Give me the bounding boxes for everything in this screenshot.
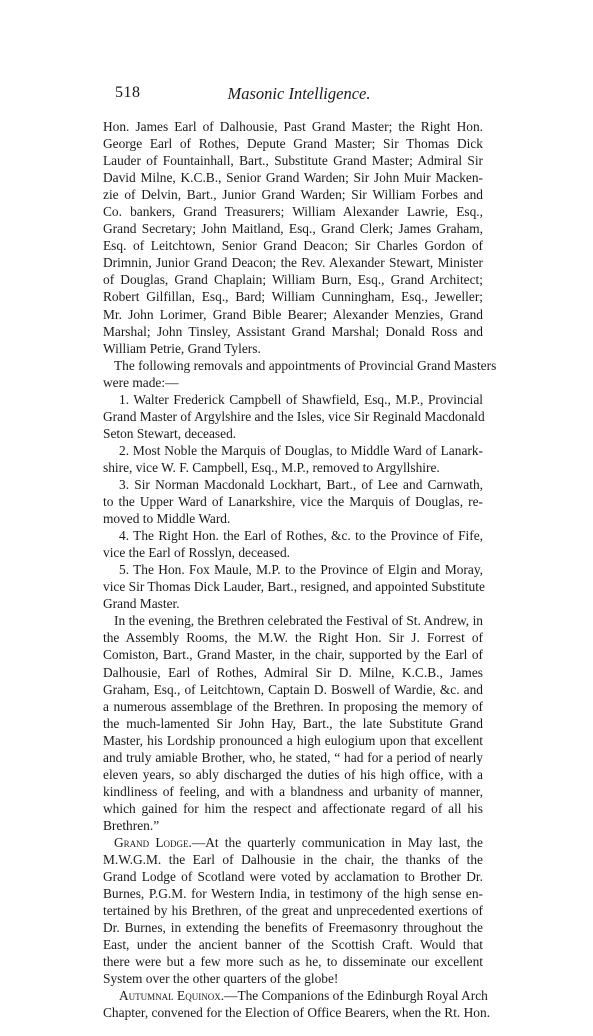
line-text: Dr. Burnes, in extending the benefits of Freemasonry throughout the (103, 920, 483, 936)
line-text: —The Companions of the Edinburgh Royal Arch (224, 988, 488, 1004)
text-line (103, 135, 483, 152)
line-text: the Assembly Rooms, the M.W. the Right Hon. Sir J. Forrest of (103, 630, 483, 646)
text-line (103, 493, 483, 510)
text-line (103, 902, 483, 919)
line-text: there were but a few more such as he, to disseminate our excellent (103, 954, 483, 970)
line-text: 1. Walter Frederick Campbell of Shawfield, Esq., M.P., Provincial (119, 391, 483, 407)
text-line (103, 544, 483, 561)
text-line (103, 561, 483, 578)
running-title: Masonic Intelligence. (227, 84, 371, 103)
line-text: East, under the ancient banner of the Scottish Craft. Would that (103, 937, 483, 953)
text-line (103, 425, 483, 442)
text-line (103, 851, 483, 868)
text-line (103, 288, 483, 305)
line-text: 5. The Hon. Fox Maule, M.P. to the Province of Elgin and Moray, (119, 562, 483, 578)
text-line (103, 817, 483, 834)
text-line (103, 766, 483, 783)
line-text: Burnes, P.G.M. for Western India, in testimony of the high sense en- (103, 886, 483, 902)
text-line (103, 459, 483, 476)
page-text (103, 118, 497, 1021)
line-text: Drimnin, Junior Grand Deacon; the Rev. Alexander Stewart, Minister (103, 255, 483, 271)
line-text: Robert Gilfillan, Esq., Bard; William Cunningham, Esq., Jeweller; (103, 289, 483, 305)
text-line (103, 629, 483, 646)
text-line (103, 527, 483, 544)
line-text: Grand Lodge of Scotland were voted by acclamation to Brother Dr. (103, 869, 483, 885)
text-line (103, 953, 483, 970)
line-text: of Douglas, Grand Chaplain; William Burn, Esq., Grand Architect; (103, 272, 483, 288)
text-line (103, 237, 483, 254)
line-text: Dalhousie, Earl of Rothes, Admiral Sir D. Milne, K.C.B., James (103, 664, 483, 680)
line-text: Grand Master. (103, 596, 180, 612)
text-line (103, 374, 483, 391)
line-text: M.W.G.M. the Earl of Dalhousie in the chair, the thanks of the (103, 852, 483, 868)
text-line (103, 681, 483, 698)
text-line (103, 357, 497, 374)
text-line (103, 1004, 491, 1021)
text-line (103, 186, 483, 203)
line-text: George Earl of Rothes, Depute Grand Master; Sir Thomas Dick (103, 136, 483, 152)
text-line (103, 646, 483, 663)
text-line (103, 664, 483, 681)
text-line (103, 868, 483, 885)
section-heading: Grand Lodge. (114, 834, 192, 850)
text-line (103, 203, 483, 220)
line-text: 3. Sir Norman Macdonald Lockhart, Bart., of Lee and Carnwath, (119, 476, 483, 492)
line-text: William Petrie, Grand Tylers. (103, 340, 261, 356)
line-text: were made:— (103, 374, 179, 390)
text-line (103, 800, 483, 817)
line-text: shire, vice W. F. Campbell, Esq., M.P., removed to Argyllshire. (103, 459, 440, 475)
line-text: David Milne, K.C.B., Senior Grand Warden; Sir John Muir Macken- (103, 170, 483, 186)
line-text: and truly amiable Brother, who, he stated, “ had for a period of nearly (103, 749, 483, 765)
text-line (103, 391, 483, 408)
line-text: tertained by his Brethren, of the great and unprecedented exertions of (103, 903, 483, 919)
line-text: Hon. James Earl of Dalhousie, Past Grand Master; the Right Hon. (103, 119, 483, 134)
text-line (103, 118, 483, 135)
text-line (103, 732, 483, 749)
text-line (103, 987, 488, 1004)
line-text: Chapter, convened for the Election of Office Bearers, when the Rt. Hon. (103, 1005, 491, 1021)
line-text: vice the Earl of Rosslyn, deceased. (103, 545, 291, 561)
section-heading: Autumnal Equinox. (119, 988, 225, 1004)
line-text: In the evening, the Brethren celebrated the Festival of St. Andrew, in (114, 613, 483, 629)
running-header (115, 84, 483, 104)
text-line (103, 970, 483, 987)
text-line (103, 595, 483, 612)
text-line (103, 271, 483, 288)
text-line (103, 749, 483, 766)
text-line (103, 510, 483, 527)
line-text: Marshal; John Tinsley, Assistant Grand Marshal; Donald Ross and (103, 323, 483, 339)
line-text: Comiston, Bart., Grand Master, in the chair, supported by the Earl of (103, 647, 483, 663)
line-text: kindliness of feeling, and with a blandness and urbanity of manner, (103, 783, 483, 799)
line-text: which gained for him the respect and affectionate regard of all his (103, 800, 483, 816)
text-line (103, 698, 483, 715)
line-text: Grand Master of Argylshire and the Isles, vice Sir Reginald Macdonald (103, 408, 485, 424)
line-text: Seton Stewart, deceased. (103, 425, 237, 441)
line-text: zie of Delvin, Bart., Junior Grand Warden; Sir William Forbes and (103, 187, 483, 203)
line-text: System over the other quarters of the globe! (103, 971, 339, 987)
line-text: Co. bankers, Grand Treasurers; William Alexander Lawrie, Esq., (103, 204, 483, 220)
line-text: a numerous assemblage of the Brethren. In proposing the memory of (103, 698, 483, 714)
line-text: Grand Secretary; John Maitland, Esq., Grand Clerk; James Graham, (103, 221, 483, 237)
text-line (103, 834, 483, 851)
line-text: vice Sir Thomas Dick Lauder, Bart., resigned, and appointed Substitute (103, 579, 485, 595)
line-text: 2. Most Noble the Marquis of Douglas, to Middle Ward of Lanark- (119, 442, 483, 458)
text-line (103, 306, 483, 323)
text-line (103, 254, 483, 271)
line-text: Master, his Lordship pronounced a high eulogium upon that excellent (103, 732, 483, 748)
text-line (103, 885, 483, 902)
text-line (103, 715, 483, 732)
text-line (103, 442, 483, 459)
text-line (103, 612, 483, 629)
text-line (103, 936, 483, 953)
text-line (103, 169, 483, 186)
page-number: 518 (115, 84, 141, 101)
line-text: moved to Middle Ward. (103, 511, 231, 527)
line-text: The following removals and appointments of Provincial Grand Masters (114, 357, 497, 373)
text-line (103, 919, 483, 936)
text-line (103, 783, 483, 800)
line-text: Graham, Esq., of Leitchtown, Captain D. Boswell of Wardie, &c. and (103, 681, 483, 697)
line-text: 4. The Right Hon. the Earl of Rothes, &c. to the Province of Fife, (119, 528, 483, 544)
text-line (103, 220, 483, 237)
text-line (103, 408, 483, 425)
text-line (103, 578, 483, 595)
line-text: the much-lamented Sir John Hay, Bart., the late Substitute Grand (103, 715, 483, 731)
text-line (103, 323, 483, 340)
text-line (103, 340, 483, 357)
line-text: to the Upper Ward of Lanarkshire, vice the Marquis of Douglas, re- (103, 494, 483, 510)
line-text: Lauder of Fountainhall, Bart., Substitute Grand Master; Admiral Sir (103, 153, 483, 169)
line-text: —At the quarterly communication in May last, the (191, 834, 484, 850)
line-text: Mr. John Lorimer, Grand Bible Bearer; Alexander Menzies, Grand (103, 306, 483, 322)
line-text: Esq. of Leitchtown, Senior Grand Deacon; Sir Charles Gordon of (103, 238, 483, 254)
text-line (103, 152, 483, 169)
text-line (103, 476, 483, 493)
line-text: eleven years, so ably discharged the duties of his high office, with a (103, 766, 483, 782)
line-text: Brethren.” (103, 817, 160, 833)
